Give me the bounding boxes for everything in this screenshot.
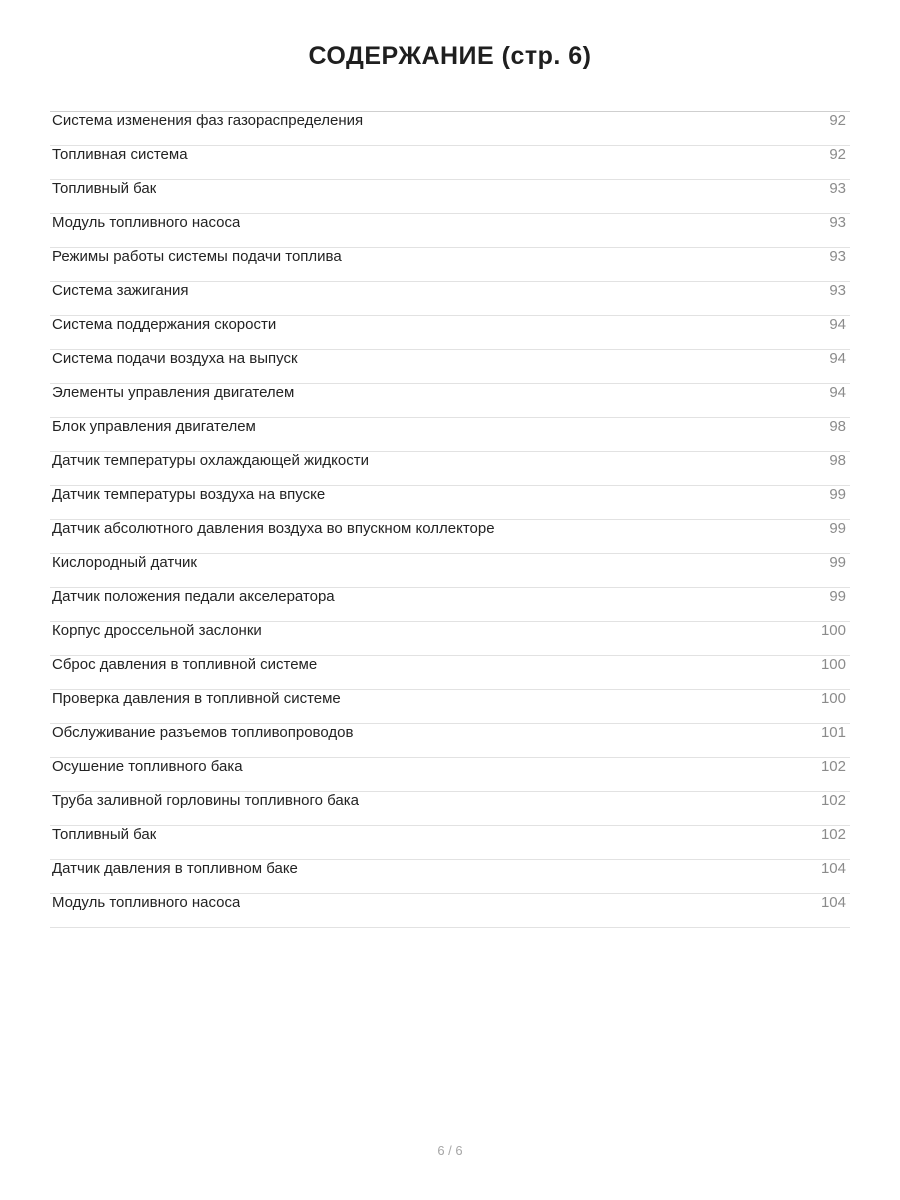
toc-entry[interactable] (50, 384, 850, 418)
toc-entry-title: Корпус дроссельной заслонки (52, 622, 262, 639)
toc-entry-title: Модуль топливного насоса (52, 894, 241, 911)
toc-entry-page-number: 93 (829, 282, 846, 299)
toc-entry[interactable] (50, 554, 850, 588)
toc-entry-title: Блок управления двигателем (52, 418, 256, 435)
toc-entry[interactable] (50, 826, 850, 860)
toc-entry-title: Система изменения фаз газораспределения (52, 112, 364, 129)
toc-entry[interactable] (50, 452, 850, 486)
toc-entry-title: Обслуживание разъемов топливопроводов (52, 724, 354, 741)
toc-entry-title: Элементы управления двигателем (52, 384, 295, 401)
toc-entry[interactable] (50, 860, 850, 894)
toc-entry[interactable] (50, 894, 850, 928)
toc-entry-page-number: 92 (829, 146, 846, 163)
toc-entry[interactable] (50, 758, 850, 792)
toc-entry-title: Топливный бак (52, 180, 157, 197)
toc-entry-title: Кислородный датчик (52, 554, 197, 571)
toc-entry-page-number: 102 (820, 826, 846, 843)
toc-entry-page-number: 93 (829, 180, 846, 197)
toc-entry-page-number: 104 (820, 860, 846, 877)
toc-entry[interactable] (50, 350, 850, 384)
toc-entry-title: Топливный бак (52, 826, 157, 843)
toc-entry[interactable] (50, 656, 850, 690)
toc-entry-page-number: 94 (829, 316, 846, 333)
toc-entry-page-number: 99 (829, 520, 846, 537)
toc-entry-page-number: 93 (829, 248, 846, 265)
toc-entry-title: Система поддержания скорости (52, 316, 277, 333)
toc-entry-page-number: 99 (829, 554, 846, 571)
toc-entry[interactable] (50, 282, 850, 316)
toc-entry[interactable] (50, 520, 850, 554)
toc-entry[interactable] (50, 622, 850, 656)
toc-entry-page-number: 100 (820, 656, 846, 673)
toc-entry[interactable] (50, 486, 850, 520)
toc-entry-page-number: 99 (829, 486, 846, 503)
toc-entry-title: Датчик температуры воздуха на впуске (52, 486, 326, 503)
toc-entry-page-number: 102 (820, 792, 846, 809)
toc-entry[interactable] (50, 690, 850, 724)
toc-entry-page-number: 99 (829, 588, 846, 605)
toc-entry[interactable] (50, 792, 850, 826)
toc-entry[interactable] (50, 588, 850, 622)
toc-entry-title: Осушение топливного бака (52, 758, 243, 775)
toc-entry-title: Система зажигания (52, 282, 189, 299)
toc-entry-page-number: 94 (829, 350, 846, 367)
toc-entry-title: Топливная система (52, 146, 188, 163)
toc-entry-page-number: 93 (829, 214, 846, 231)
toc-entry-title: Труба заливной горловины топливного бака (52, 792, 359, 809)
toc-entry[interactable] (50, 316, 850, 350)
toc-entry-title: Датчик абсолютного давления воздуха во впускном коллекторе (52, 520, 495, 537)
toc-entry-page-number: 100 (820, 690, 846, 707)
table-of-contents (50, 112, 850, 928)
toc-entry[interactable] (50, 180, 850, 214)
page-footer: 6 / 6 (437, 1143, 463, 1158)
toc-entry[interactable] (50, 146, 850, 180)
toc-entry[interactable] (50, 214, 850, 248)
toc-entry-page-number: 104 (820, 894, 846, 911)
toc-entry-title: Датчик положения педали акселератора (52, 588, 335, 605)
toc-entry-page-number: 92 (829, 112, 846, 129)
toc-entry-page-number: 101 (820, 724, 846, 741)
toc-entry-page-number: 98 (829, 418, 846, 435)
toc-entry-title: Режимы работы системы подачи топлива (52, 248, 342, 265)
toc-entry-title: Модуль топливного насоса (52, 214, 241, 231)
toc-entry-page-number: 98 (829, 452, 846, 469)
toc-entry-title: Проверка давления в топливной системе (52, 690, 341, 707)
toc-entry-page-number: 100 (820, 622, 846, 639)
toc-entry-title: Датчик давления в топливном баке (52, 860, 298, 877)
page-title: СОДЕРЖАНИЕ (стр. 6) (308, 42, 592, 70)
toc-entry[interactable] (50, 724, 850, 758)
toc-entry[interactable] (50, 418, 850, 452)
toc-entry[interactable] (50, 112, 850, 146)
toc-entry-title: Система подачи воздуха на выпуск (52, 350, 298, 367)
toc-entry-page-number: 102 (820, 758, 846, 775)
toc-entry-title: Датчик температуры охлаждающей жидкости (52, 452, 369, 469)
toc-entry-page-number: 94 (829, 384, 846, 401)
toc-entry[interactable] (50, 248, 850, 282)
toc-entry-title: Сброс давления в топливной системе (52, 656, 318, 673)
